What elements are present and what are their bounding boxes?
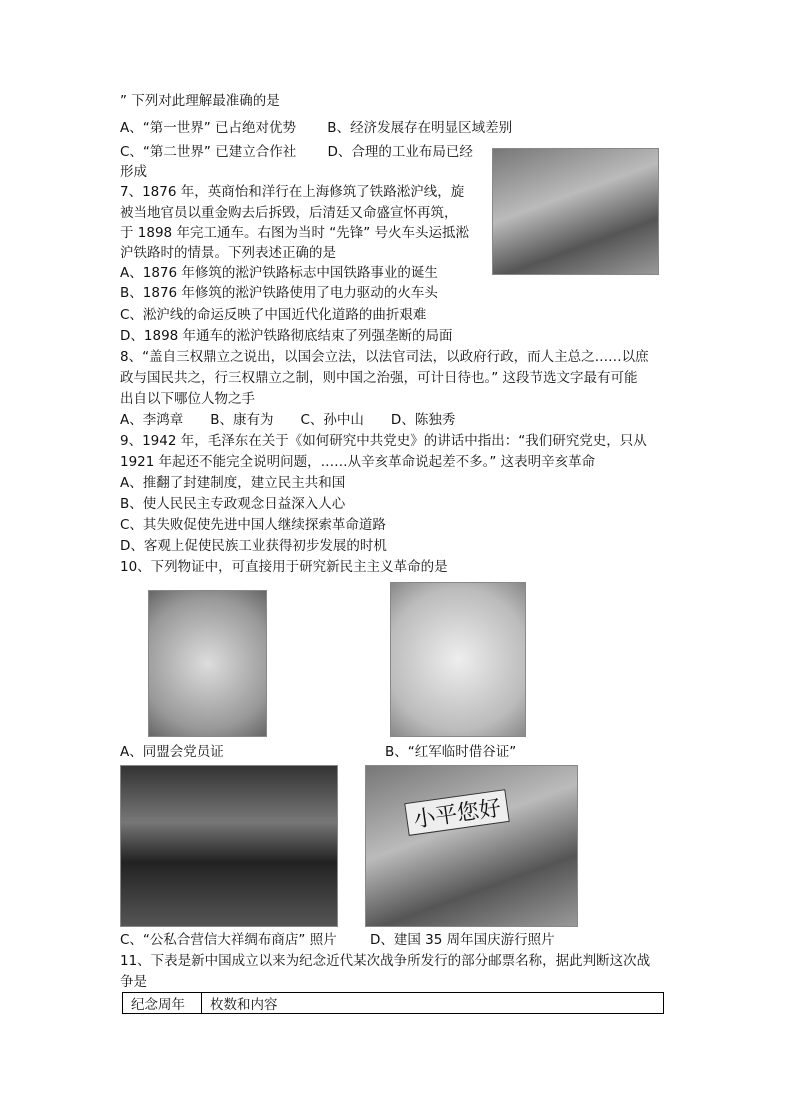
banner-text: 小平您好 <box>404 789 510 836</box>
text-line: C、淞沪线的命运反映了中国近代化道路的曲折艰难 <box>120 307 427 323</box>
text-line: A、李鸿章 B、康有为 C、孙中山 D、陈独秀 <box>120 412 456 428</box>
tongmenghui-certificate-image <box>148 590 267 737</box>
caption-a: A、同盟会党员证 <box>120 744 224 760</box>
text-line: C、“第二世界” 已建立合作社 D、合理的工业布局已经 <box>120 144 473 160</box>
text-line: 7、1876 年，英商怡和洋行在上海修筑了铁路淞沪线，旋 <box>120 184 465 200</box>
text-line: 政与国民共之，行三权鼎立之制，则中国之治强，可计日待也。” 这段节选文字最有可能 <box>120 370 638 386</box>
text-line: 沪铁路时的情景。下列表述正确的是 <box>120 245 336 261</box>
text-line: D、1898 年通车的淞沪铁路彻底结束了列强垄断的局面 <box>120 328 453 344</box>
text-line: D、客观上促使民族工业获得初步发展的时机 <box>120 538 387 554</box>
text-line: A、1876 年修筑的淞沪铁路标志中国铁路事业的诞生 <box>120 265 438 281</box>
text-line: 8、“盖自三权鼎立之说出，以国会立法，以法官司法，以政府行政，而人主总之……以庶 <box>120 349 649 365</box>
text-line: 9、1942 年，毛泽东在关于《如何研究中共党史》的讲话中指出：“我们研究党史，只从 <box>120 433 647 449</box>
red-army-grain-certificate-image <box>390 582 526 737</box>
text-line: 1921 年起还不能完全说明问题，……从辛亥革命说起差不多。” 这表明辛亥革命 <box>120 454 596 470</box>
caption-c: C、“公私合营信大祥绸布商店” 照片 <box>120 932 337 948</box>
text-line: A、推翻了封建制度，建立民主共和国 <box>120 475 346 491</box>
q11-line-1: 11、下表是新中国成立以来为纪念近代某次战争所发行的部分邮票名称，据此判断这次战 <box>120 953 651 969</box>
text-line: ” 下列对此理解最准确的是 <box>120 93 280 109</box>
store-photo <box>120 765 338 927</box>
text-line: 10、下列物证中，可直接用于研究新民主主义革命的是 <box>120 559 448 575</box>
table-header-row <box>123 993 664 1014</box>
text-line: 出自以下哪位人物之手 <box>120 391 255 407</box>
text-line: 被当地官员以重金购去后拆毁，后清廷又命盛宣怀再筑， <box>120 205 458 221</box>
text-line: B、1876 年修筑的淞沪铁路使用了电力驱动的火车头 <box>120 285 438 301</box>
text-line: B、使人民民主专政观念日益深入人心 <box>120 496 346 512</box>
parade-photo <box>365 765 578 927</box>
table-header: 纪念周年 <box>123 993 202 1014</box>
caption-d: D、建国 35 周年国庆游行照片 <box>370 932 555 948</box>
text-line: 形成 <box>120 164 147 180</box>
stamp-table <box>122 992 664 1014</box>
text-line: 于 1898 年完工通车。右图为当时 “先锋” 号火车头运抵淞 <box>120 225 470 241</box>
table-header: 枚数和内容 <box>202 993 664 1014</box>
q11-line-2: 争是 <box>120 974 147 990</box>
caption-b: B、“红军临时借谷证” <box>385 744 517 760</box>
text-line: C、其失败促使先进中国人继续探索革命道路 <box>120 517 386 533</box>
text-line: A、“第一世界” 已占绝对优势 B、经济发展存在明显区域差别 <box>120 120 513 136</box>
train-photo <box>492 148 659 275</box>
